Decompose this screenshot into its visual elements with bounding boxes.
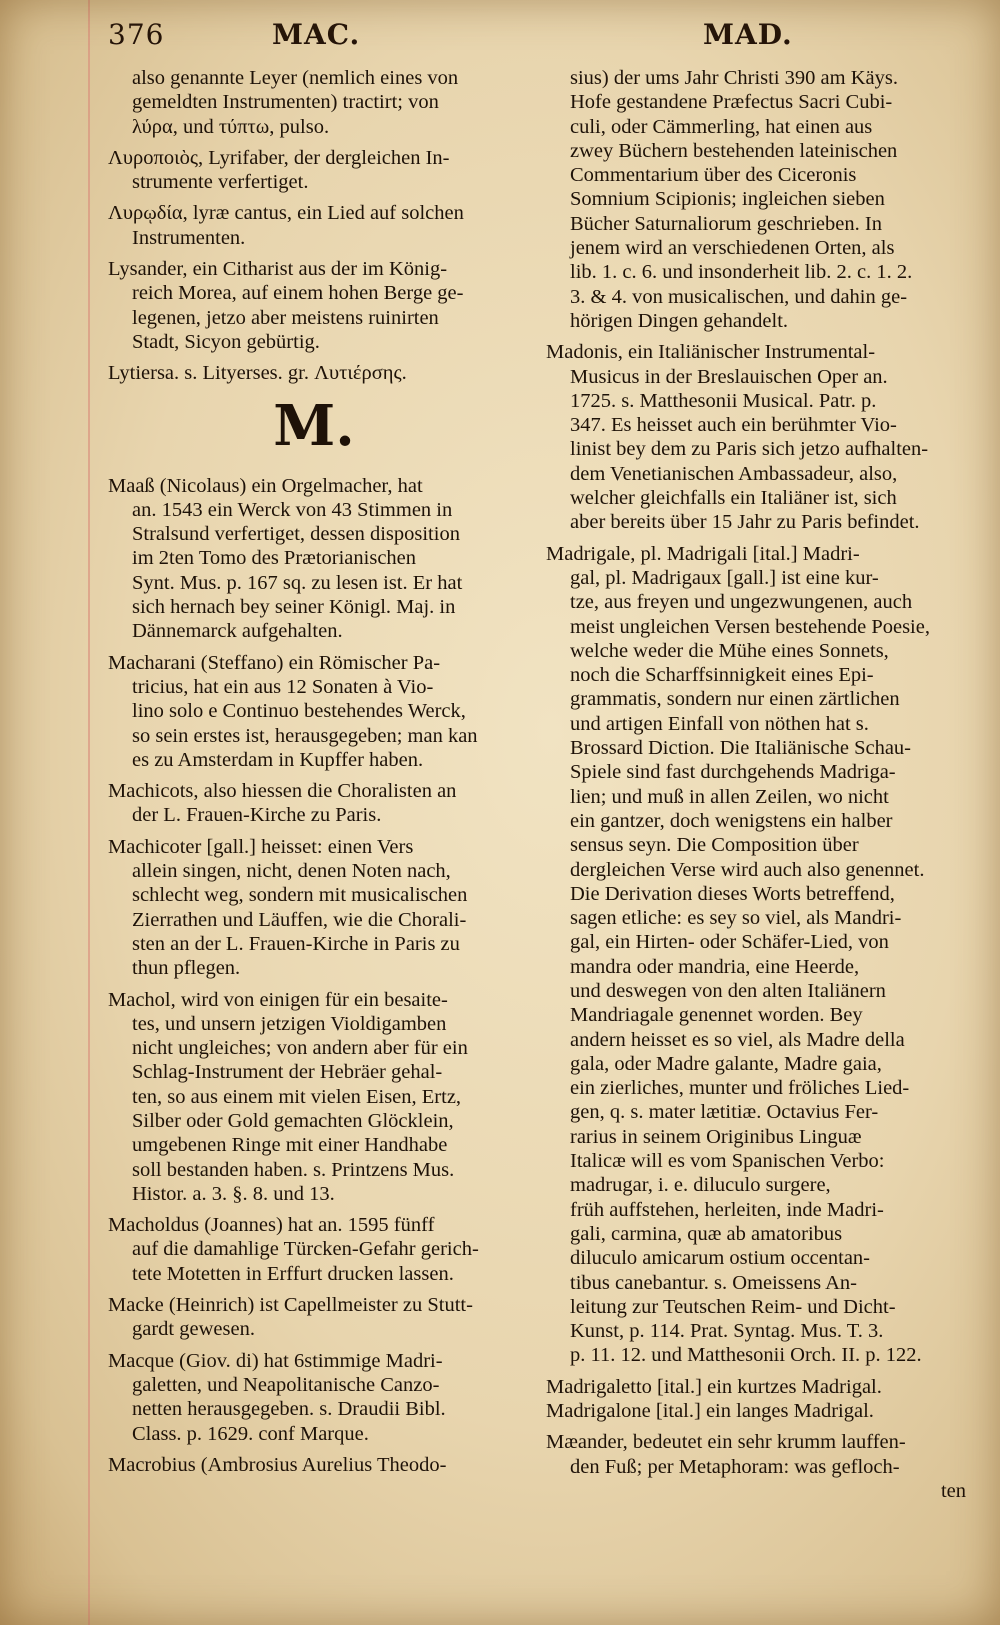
entry-gap xyxy=(546,535,966,542)
text-line: Instrumenten. xyxy=(132,226,246,249)
text-line: Stralsund verfertiget, dessen disposition xyxy=(132,523,460,546)
text-line: Synt. Mus. p. 167 sq. zu lesen ist. Er hat xyxy=(132,571,463,594)
text-line: es zu Amsterdam in Kupffer haben. xyxy=(132,748,424,771)
right-column xyxy=(546,66,966,1503)
text-line: leitung zur Teutschen Reim- und Dicht- xyxy=(570,1295,896,1318)
text-line: Zierrathen und Läuffen, wie die Chorali- xyxy=(132,908,467,931)
text-line: Histor. a. 3. §. 8. und 13. xyxy=(132,1182,335,1205)
text-line: legenen, jetzo aber meistens ruinirten xyxy=(132,306,439,329)
text-line: Italicæ will es vom Spanischen Verbo: xyxy=(570,1150,885,1173)
text-line: Spiele sind fast durchgehends Madriga- xyxy=(570,761,896,784)
text-line: Mandriagale genennet worden. Bey xyxy=(570,1004,863,1027)
text-line: Lysander, ein Citharist aus der im König- xyxy=(108,258,448,281)
text-line: und deswegen von den alten Italiänern xyxy=(570,979,886,1002)
text-line: strumente verfertiget. xyxy=(132,171,309,194)
text-line: thun pflegen. xyxy=(132,957,241,980)
text-line: umgebenen Ringe mit einer Handhabe xyxy=(132,1134,448,1157)
text-line: Λυροποιὸς, Lyrifaber, der dergleichen In- xyxy=(108,146,450,169)
text-line: mandra oder mandria, eine Heerde, xyxy=(570,955,860,978)
entry-gap xyxy=(108,644,520,651)
text-line: sich hernach bey seiner Königl. Maj. in xyxy=(132,596,456,619)
text-line: den Fuß; per Metaphoram: was gefloch- xyxy=(570,1455,900,1478)
text-line: sten an der L. Frauen-Kirche in Paris zu xyxy=(132,932,460,955)
entry-gap xyxy=(108,828,520,835)
text-line: tze, aus freyen und ungezwungenen, auch xyxy=(570,591,913,614)
entry-gap xyxy=(108,1286,520,1293)
text-line: Machol, wird von einigen für ein besaite- xyxy=(108,988,448,1011)
text-line: lino solo e Continuo bestehendes Werck, xyxy=(132,700,466,723)
entry-gap xyxy=(546,1368,966,1375)
text-line: so sein erstes ist, herausgegeben; man kan xyxy=(132,724,478,747)
entry-gap xyxy=(108,250,520,257)
text-line: λύρα, und τύπτω, pulso. xyxy=(132,115,330,138)
entry-gap xyxy=(108,981,520,988)
text-line: Macharani (Steffano) ein Römischer Pa- xyxy=(108,651,441,674)
text-line: ten, so aus einem mit vielen Eisen, Ertz, xyxy=(132,1085,462,1108)
text-line: Macke (Heinrich) ist Capellmeister zu Stutt- xyxy=(108,1294,473,1317)
text-line: tibus canebantur. s. Omeissens An- xyxy=(570,1271,857,1294)
text-line: 3. & 4. von musicalischen, und dahin ge- xyxy=(570,285,908,308)
text-line: gali, carmina, quæ ab amatoribus xyxy=(570,1222,843,1245)
text-line: galetten, und Neapolitanische Canzo- xyxy=(132,1373,440,1396)
text-line: Silber oder Gold gemachten Glöcklein, xyxy=(132,1109,454,1132)
text-line: früh auffstehen, herleiten, inde Madri- xyxy=(570,1198,884,1221)
text-line: Macque (Giov. di) hat 6stimmige Madri- xyxy=(108,1349,443,1372)
text-line: meist ungleichen Versen bestehende Poesie, xyxy=(570,615,930,638)
text-line: sius) der ums Jahr Christi 390 am Käys. xyxy=(570,67,898,89)
entry-gap xyxy=(546,333,966,340)
text-line: lien; und muß in allen Zeilen, wo nicht xyxy=(570,785,889,808)
text-line: Madonis, ein Italiänischer Instrumental- xyxy=(546,341,876,364)
text-line: gardt gewesen. xyxy=(132,1318,255,1341)
text-line: auf die damahlige Türcken-Gefahr gerich- xyxy=(132,1238,479,1261)
section-letter: M. xyxy=(273,392,355,459)
text-line: an. 1543 ein Werck von 43 Stimmen in xyxy=(132,498,453,521)
text-line: Musicus in der Breslauischen Oper an. xyxy=(570,365,888,388)
text-line: Class. p. 1629. conf Marque. xyxy=(132,1422,369,1445)
text-line: rarius in seinem Originibus Linguæ xyxy=(570,1125,862,1148)
text-line: lib. 1. c. 6. und insonderheit lib. 2. c. 1. 2. xyxy=(570,261,913,284)
text-line: ein zierliches, munter und fröliches Lied- xyxy=(570,1077,910,1100)
running-head-right: MAD. xyxy=(703,18,793,51)
entry-gap xyxy=(108,354,520,361)
text-line: reich Morea, auf einem hohen Berge ge- xyxy=(132,282,464,305)
text-line: Macholdus (Joannes) hat an. 1595 fünff xyxy=(108,1214,435,1237)
text-line: culi, oder Cämmerling, hat einen aus xyxy=(570,115,873,138)
text-line: noch die Scharffsinnigkeit eines Epi- xyxy=(570,664,874,687)
entry-gap xyxy=(108,1342,520,1349)
text-line: im 2ten Tomo des Prætorianischen xyxy=(132,547,417,570)
text-line: Maaß (Nicolaus) ein Orgelmacher, hat xyxy=(108,474,423,497)
text-line: Madrigale, pl. Madrigali [ital.] Madri- xyxy=(546,542,860,565)
text-line: linist bey dem zu Paris sich jetzo aufhalten- xyxy=(570,438,929,461)
text-line: und artigen Einfall von nöthen hat s. xyxy=(570,712,869,735)
entry-gap xyxy=(108,194,520,201)
text-line: Hofe gestandene Præfectus Sacri Cubi- xyxy=(570,91,893,114)
text-line: zwey Büchern bestehenden lateinischen xyxy=(570,139,898,162)
text-line: also genannte Leyer (nemlich eines von xyxy=(132,67,459,89)
text-line: gemeldten Instrumenten) tractirt; von xyxy=(132,91,439,114)
text-line: Machicoter [gall.] heisset: einen Vers xyxy=(108,835,414,858)
text-line: diluculo amicarum ostium occentan- xyxy=(570,1247,871,1270)
text-line: madrugar, i. e. diluculo surgere, xyxy=(570,1174,831,1197)
text-line: Machicots, also hiessen die Choralisten an xyxy=(108,780,457,803)
text-line: dergleichen Verse wird auch also genennet. xyxy=(570,858,925,881)
entry-gap xyxy=(108,1206,520,1213)
text-line: Commentarium über des Ciceronis xyxy=(570,164,857,187)
text-line: welcher gleichfalls ein Italiäner ist, sich xyxy=(570,487,897,510)
text-line: der L. Frauen-Kirche zu Paris. xyxy=(132,804,382,827)
text-line: Bücher Saturnaliorum geschrieben. In xyxy=(570,212,882,235)
text-line: ein gantzer, doch wenigstens ein halber xyxy=(570,809,893,832)
page-header xyxy=(0,18,1000,54)
catchword: ten xyxy=(940,1479,966,1502)
text-line: Schlag-Instrument der Hebräer gehal- xyxy=(132,1061,443,1084)
text-line: dem Venetianischen Ambassadeur, also, xyxy=(570,462,898,485)
left-column xyxy=(108,66,520,1477)
text-line: sagen etliche: es sey so viel, als Mandri- xyxy=(570,907,902,930)
text-line: grammatis, sondern nur einen zärtlichen xyxy=(570,688,900,711)
text-line: Madrigaletto [ital.] ein kurtzes Madrigal. xyxy=(546,1375,882,1398)
text-line: welche weder die Mühe eines Sonnets, xyxy=(570,639,889,662)
text-line: gala, oder Madre galante, Madre gaia, xyxy=(570,1052,882,1075)
entry-gap xyxy=(108,139,520,146)
text-line: tete Motetten in Erffurt drucken lassen. xyxy=(132,1262,454,1285)
text-line: hörigen Dingen gehandelt. xyxy=(570,309,789,332)
text-line: netten herausgegeben. s. Draudii Bibl. xyxy=(132,1398,446,1421)
page-number: 376 xyxy=(108,18,165,51)
entry-gap xyxy=(108,1446,520,1453)
text-line: schlecht weg, sondern mit musicalischen xyxy=(132,884,468,907)
text-line: jenem wird an verschiedenen Orten, als xyxy=(570,237,895,260)
text-line: 1725. s. Matthesonii Musical. Patr. p. xyxy=(570,389,877,412)
text-line: gal, ein Hirten- oder Schäfer-Lied, von xyxy=(570,931,889,954)
text-line: Somnium Scipionis; ingleichen sieben xyxy=(570,188,885,211)
text-line: Madrigalone [ital.] ein langes Madrigal. xyxy=(546,1400,874,1423)
text-line: gen, q. s. mater lætitiæ. Octavius Fer- xyxy=(570,1101,879,1124)
entry-gap xyxy=(108,772,520,779)
text-line: Kunst, p. 114. Prat. Syntag. Mus. T. 3. xyxy=(570,1320,884,1343)
text-line: Die Derivation dieses Worts betreffend, xyxy=(570,882,895,905)
text-line: p. 11. 12. und Matthesonii Orch. II. p. 122. xyxy=(570,1344,922,1367)
margin-rule xyxy=(88,0,90,1625)
text-line: Brossard Diction. Die Italiänische Schau- xyxy=(570,737,912,760)
text-line: tes, und unsern jetzigen Violdigamben xyxy=(132,1012,447,1035)
text-line: Stadt, Sicyon gebürtig. xyxy=(132,330,320,353)
text-line: gal, pl. Madrigaux [gall.] ist eine kur- xyxy=(570,566,879,589)
text-line: aber bereits über 15 Jahr zu Paris befindet. xyxy=(570,511,920,534)
text-line: tricius, hat ein aus 12 Sonaten à Vio- xyxy=(132,675,434,698)
text-line: Dännemarck aufgehalten. xyxy=(132,620,343,643)
text-line: allein singen, nicht, denen Noten nach, xyxy=(132,860,451,883)
text-line: Mæander, bedeutet ein sehr krumm lauffen- xyxy=(546,1431,906,1454)
running-head-left: MAC. xyxy=(272,18,361,51)
text-line: andern heisset es so viel, als Madre della xyxy=(570,1028,905,1051)
text-line: sensus seyn. Die Composition über xyxy=(570,834,859,857)
text-line: 347. Es heisset auch ein berühmter Vio- xyxy=(570,414,897,437)
entry-gap xyxy=(546,1423,966,1430)
text-line: nicht ungleiches; von andern aber für ein xyxy=(132,1037,468,1060)
text-line: Λυρῳδία, lyræ cantus, ein Lied auf solchen xyxy=(108,202,464,225)
text-line: Macrobius (Ambrosius Aurelius Theodo- xyxy=(108,1453,447,1476)
text-line: soll bestanden haben. s. Printzens Mus. xyxy=(132,1158,455,1181)
text-line: Lytiersa. s. Lityerses. gr. Λυτιέρσης. xyxy=(108,362,407,385)
